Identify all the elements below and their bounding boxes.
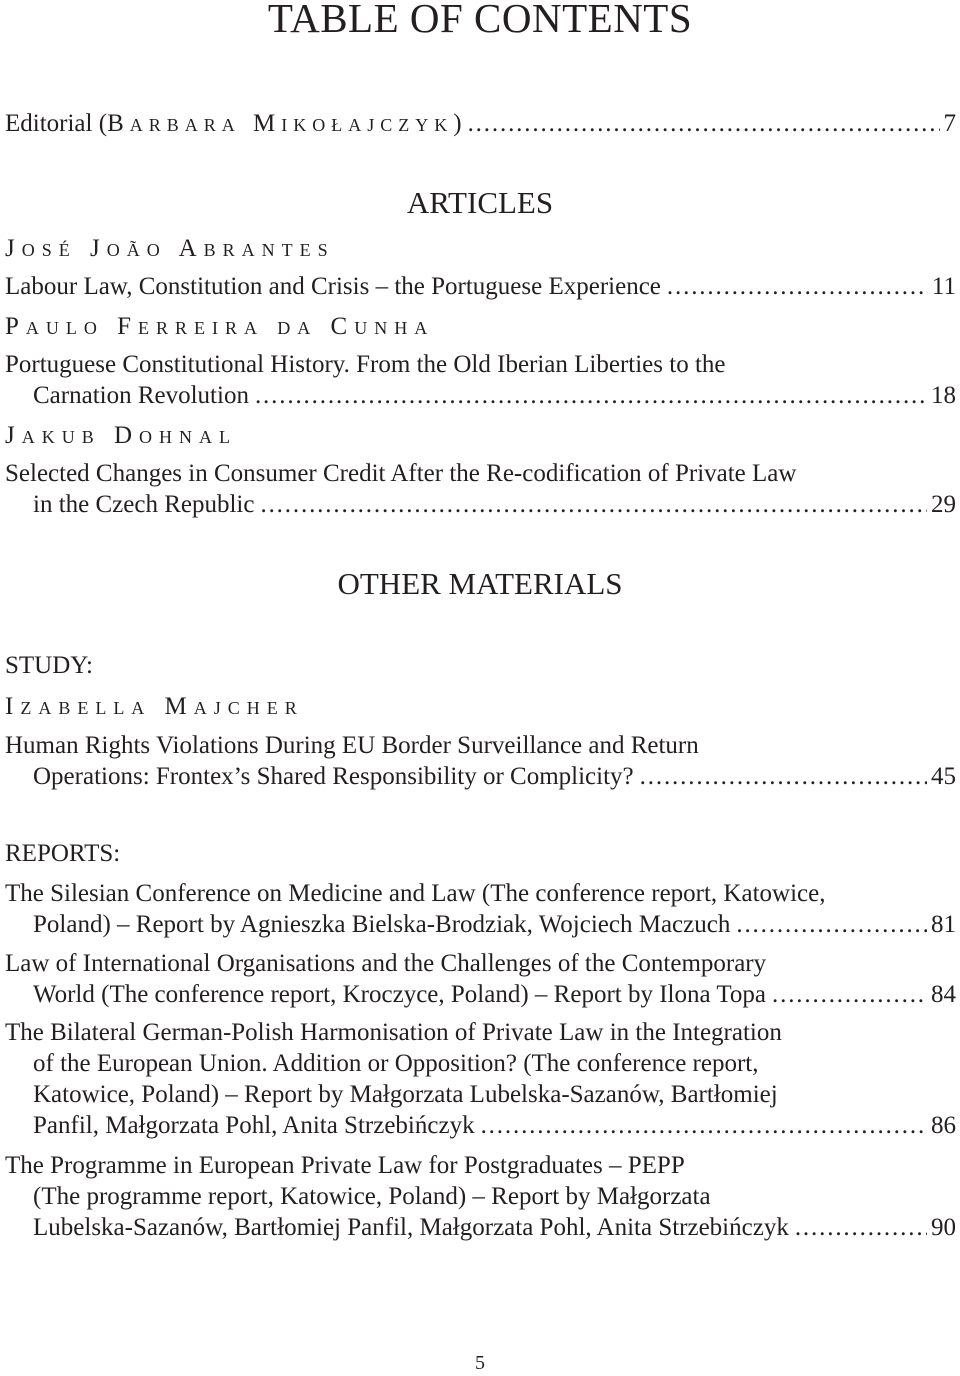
page-ref: 81 [931,911,956,938]
entry-title-line: Human Rights Violations During EU Border Surveillance and Return [5,732,699,759]
page-title: TABLE OF CONTENTS [267,0,693,41]
entry-title-line: The Silesian Conference on Medicine and Law (The conference report, Katowice, [5,880,826,907]
dot-leader [795,1212,927,1243]
section-heading-articles: ARTICLES [406,185,554,220]
page-number: 5 [475,1352,485,1374]
dot-leader [640,761,927,792]
entry-title-line: Labour Law, Constitution and Crisis – the Portuguese Experience [5,273,661,300]
toc-entry-article[interactable] [5,458,956,520]
editorial-author: Barbara Mikołajczyk [107,110,454,137]
dot-leader [260,489,927,520]
dot-leader [736,909,927,940]
toc-entry-editorial[interactable] [5,108,956,139]
dot-leader [481,1110,927,1141]
toc-entry-report[interactable] [5,1150,956,1243]
entry-title-line: The Programme in European Private Law for Postgraduates – PEPP [5,1152,685,1179]
entry-title-line: Panfil, Małgorzata Pohl, Anita Strzebińczyk [33,1112,475,1139]
page-ref: 90 [931,1214,956,1241]
entry-title-line: Selected Changes in Consumer Credit After the Re-codification of Private Law [5,460,797,487]
category-label-study: STUDY: [5,652,93,679]
toc-entry-study[interactable] [5,730,956,792]
entry-author: Izabella Majcher [5,693,304,720]
dot-leader [667,271,928,302]
page-ref: 7 [943,110,956,137]
entry-title-line: Poland) – Report by Agnieszka Bielska-Brodziak, Wojciech Maczuch [33,911,731,938]
toc-entry-article[interactable] [5,271,956,302]
entry-title-line: Carnation Revolution [33,382,249,409]
page-ref: 86 [931,1112,956,1139]
editorial-prefix: Editorial ( [5,110,108,137]
entry-title-line: World (The conference report, Kroczyce, Poland) – Report by Ilona Topa [33,981,766,1008]
entry-title-line: Operations: Frontex’s Shared Responsibility or Complicity? [33,763,634,790]
entry-author: Paulo Ferreira da Cunha [5,313,435,340]
entry-title-line: in the Czech Republic [33,491,255,518]
entry-author: Jakub Dohnal [5,422,238,449]
toc-entry-report[interactable] [5,1017,956,1141]
dot-leader [772,979,927,1010]
entry-author: José João Abrantes [5,235,335,262]
dot-leader [468,108,940,139]
dot-leader [255,380,927,411]
page-ref: 29 [931,491,956,518]
editorial-suffix: ) [453,110,462,137]
page-ref: 11 [931,273,956,300]
toc-entry-report[interactable] [5,878,956,940]
section-heading-other-materials: OTHER MATERIALS [337,566,623,601]
page-ref: 45 [931,763,956,790]
entry-title-line: (The programme report, Katowice, Poland) – Report by Małgorzata [33,1183,711,1210]
page-ref: 84 [931,981,956,1008]
entry-title-line: Portuguese Constitutional History. From the Old Iberian Liberties to the [5,351,726,378]
toc-entry-report[interactable] [5,948,956,1010]
entry-title-line: Katowice, Poland) – Report by Małgorzata Lubelska-Sazanów, Bartłomiej [33,1081,778,1108]
page-ref: 18 [931,382,956,409]
category-label-reports: REPORTS: [5,840,121,867]
entry-title-line: The Bilateral German-Polish Harmonisation of Private Law in the Integration [5,1019,782,1046]
entry-title-line: Law of International Organisations and the Challenges of the Contemporary [5,950,767,977]
entry-title-line: of the European Union. Addition or Opposition? (The conference report, [33,1050,759,1077]
toc-entry-article[interactable] [5,349,956,411]
entry-title-line: Lubelska-Sazanów, Bartłomiej Panfil, Małgorzata Pohl, Anita Strzebińczyk [33,1214,789,1241]
